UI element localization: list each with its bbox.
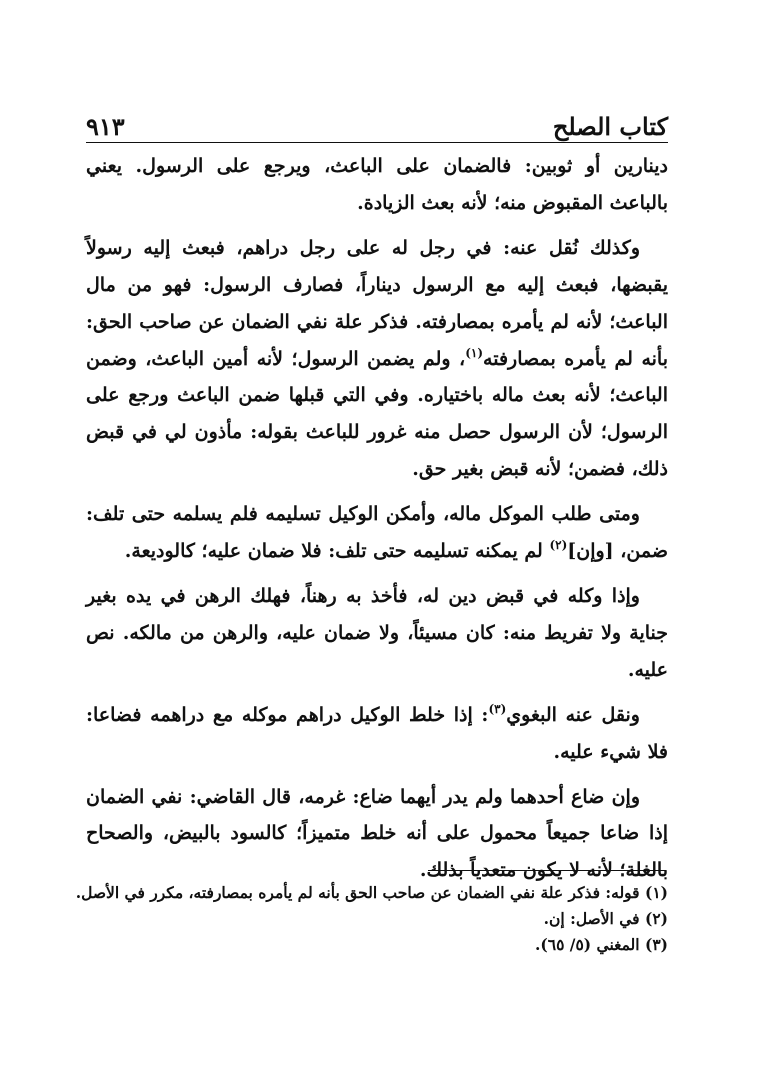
footnote: (٣) المغني (٥/ ٦٥).: [535, 935, 668, 954]
paragraph-text: ومتى طلب الموكل ماله، وأمكن الوكيل تسليمه فلم يسلمه حتى تلف: ضمن، [وإن]: [86, 503, 668, 563]
paragraph-text: ، ولم يضمن الرسول؛ لأنه أمين الباعث، وضمن الباعث؛ لأنه بعث ماله باختياره. وفي التي قبلها ضمن الباعث ورجع على الرسول؛ لأن الرسول حصل منه غرور للباعث بقوله: مأذون لي في قبض ذلك، فضمن؛ لأنه قبض بغير حق.: [86, 347, 668, 481]
paragraph: وإن ضاع أحدهما ولم يدر أيهما ضاع: غرمه، قال القاضي: نفي الضمان إذا ضاعا جميعاً محمول على أنه خلط متميزاً؛ كالسود بالبيض، والصحاح بالغلة؛ لأنه لا يكون متعدياً بذلك.: [86, 785, 668, 882]
paragraph: [86, 230, 668, 488]
paragraph-text: ونقل عنه البغوي: [506, 703, 640, 726]
chapter-title: كتاب الصلح: [552, 112, 668, 141]
footnote-marker: (٢): [549, 538, 568, 553]
paragraph-text: : إذا خلط الوكيل دراهم موكله مع دراهمه فضاعا: فلا شيء عليه.: [86, 703, 668, 763]
footnote-marker: (١): [465, 345, 484, 360]
footnote-divider: [428, 870, 666, 871]
footnote: (١) قوله: فذكر علة نفي الضمان عن صاحب الحق بأنه لم يأمره بمصارفته، مكرر في الأصل.: [75, 883, 668, 902]
paragraph: دينارين أو ثوبين: فالضمان على الباعث، ويرجع على الرسول. يعني بالباعث المقبوض منه؛ لأنه بعث الزيادة.: [86, 155, 668, 214]
page-number: ٩١٣: [86, 112, 125, 141]
paragraph: [86, 496, 668, 570]
running-header: [86, 112, 668, 143]
paragraph: وإذا وكله في قبض دين له، فأخذ به رهناً، فهلك الرهن في يده بغير جناية ولا تفريط منه: كان مسيئاً، ولا ضمان عليه، والرهن من مالكه. نص عليه.: [86, 584, 668, 681]
paragraph: [86, 697, 668, 771]
footnote: (٢) في الأصل: إن.: [543, 909, 668, 928]
paragraph-text: لم يمكنه تسليمه حتى تلف: فلا ضمان عليه؛ كالوديعة.: [124, 540, 550, 563]
main-text: [86, 148, 668, 897]
footnotes: [75, 880, 668, 958]
paragraph-text: وكذلك نُقل عنه: في رجل له على رجل دراهم، فبعث إليه رسولاً يقبضها، فبعث إليه مع الرسول ديناراً، فصارف الرسول: فهو من مال الباعث؛ لأنه لم يأمره بمصارفته. فذكر علة نفي الضمان عن صاحب الحق: بأنه لم يأمره بمصارفته: [86, 236, 668, 370]
footnote-marker: (٣): [488, 701, 507, 716]
